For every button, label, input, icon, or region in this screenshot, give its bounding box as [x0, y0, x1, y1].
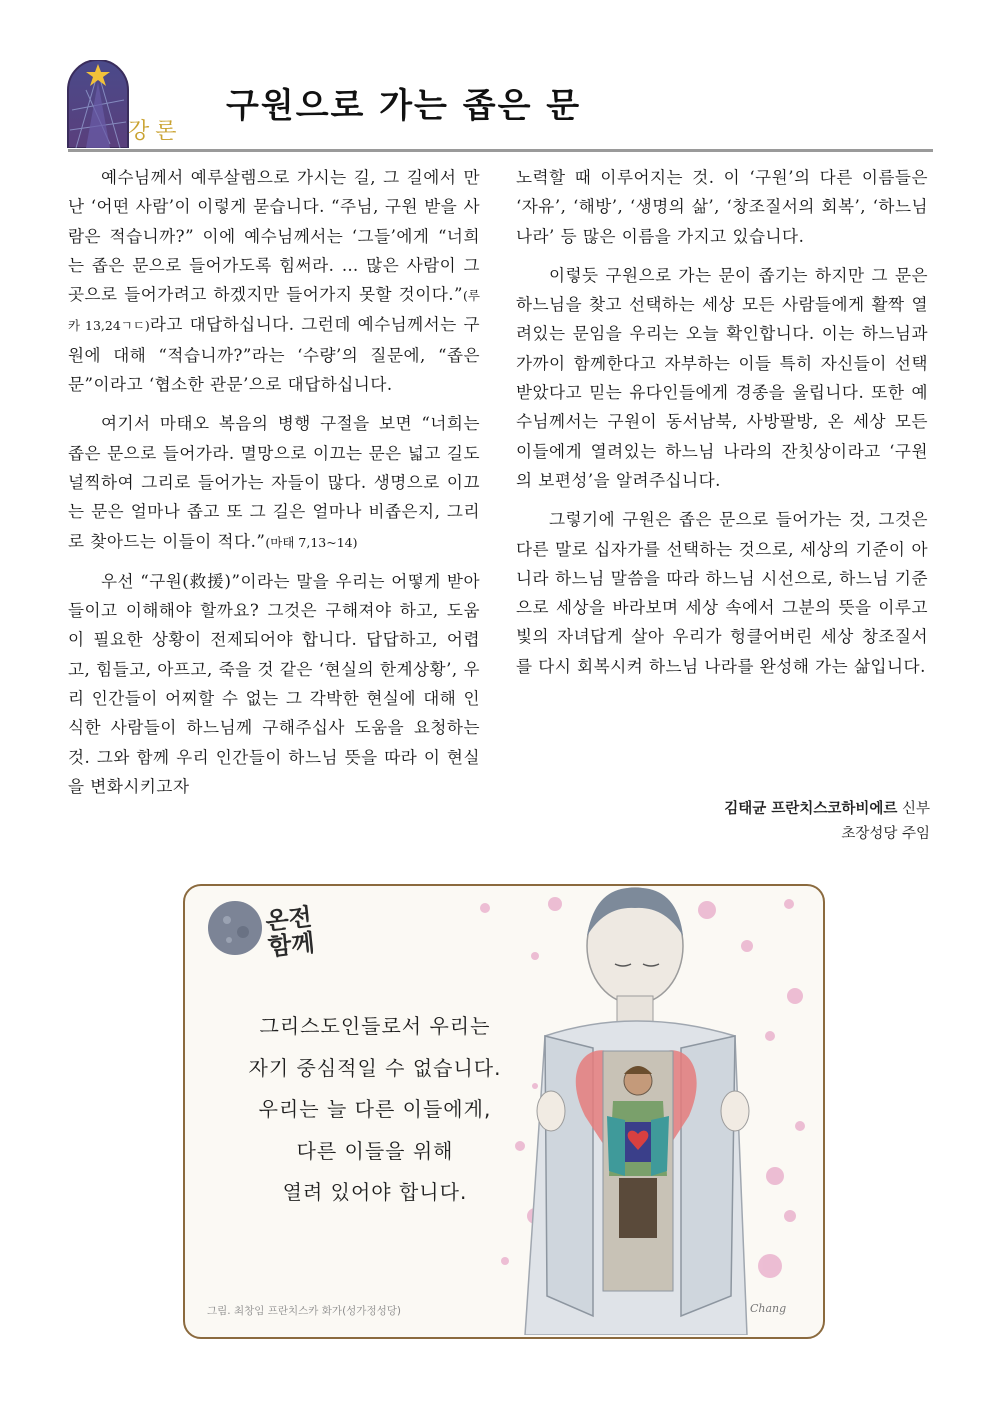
- paragraph: 우선 “구원(救援)”이라는 말을 우리는 어떻게 받아들이고 이해해야 할까요? 그것은 구해져야 하고, 도움이 필요한 상황이 전제되어야 합니다. 답답하고, 어렵고, 힘들고, 아프고, 죽을 것 같은 ‘현실의 한계상황’, 우리 인간들이 어찌할 수 없는 그 각박한 현실에 대해 인식한 사람들이 하느님께 구해주십사 도움을 요청하는 것. 그와 함께 우리 인간들이 하느님 뜻을 따라 이 현실을 변화시키고자: [68, 571, 480, 796]
- paragraph: 그렇기에 구원은 좁은 문으로 들어가는 것, 그것은 다른 말로 십자가를 선택하는 것으로, 세상의 기준이 아니라 하느님 말씀을 따라 하느님 시선으로, 하느님 기준으로 세상을 바라보며 세상 속에서 그분의 뜻을 이루고 빛의 자녀답게 살아 우리가 헝클어버린 세상 창조질서를 다시 회복시켜 하느님 나라를 완성해 가는 삶입니다.: [516, 510, 928, 676]
- illustration-credit: 그림. 최창임 프란치스카 화가(성가정성당): [207, 1305, 401, 1317]
- page-title: 구원으로 가는 좁은 문: [226, 86, 582, 126]
- quote-line: 자기 중심적일 수 없습니다.: [248, 1055, 502, 1080]
- article-right-column: [516, 163, 928, 691]
- bible-reference: (루카 13,24ㄱㄷ): [68, 288, 480, 334]
- author-title: 신부: [897, 801, 930, 817]
- section-label: 강론: [128, 119, 183, 144]
- card-logo-text: 온전 함께: [264, 902, 316, 962]
- person-opening-heart-illustration: [485, 886, 821, 1335]
- article-left-column: [68, 163, 480, 811]
- title-divider: [68, 149, 933, 152]
- paragraph: 이렇듯 구원으로 가는 문이 좁기는 하지만 그 문은 하느님을 찾고 선택하는 세상 모든 사람들에게 활짝 열려있는 문임을 우리는 오늘 확인합니다. 이는 하느님과 가까이 함께한다고 자부하는 이들 특히 자신들이 선택받았다고 믿는 유다인들에게 경종을 울립니다. 또한 예수님께서는 구원이 동서남북, 사방팔방, 온 세상 모든 이들에게 열려있는 하느님 나라의 잔칫상이라고 ‘구원의 보편성’을 알려주십니다.: [516, 265, 928, 490]
- paragraph: 노력할 때 이루어지는 것. 이 ‘구원’의 다른 이름들은 ‘자유’, ‘해방’, ‘생명의 삶’, ‘창조질서의 회복’, ‘하느님 나라’ 등 많은 이름을 가지고 있습니다.: [516, 168, 928, 246]
- quote-line: 열려 있어야 합니다.: [282, 1180, 468, 1204]
- quote-line: 다른 이들을 위해: [296, 1138, 454, 1163]
- author-role: 초장성당 주임: [841, 826, 930, 842]
- quote-line: 우리는 늘 다른 이들에게,: [258, 1097, 492, 1121]
- paragraph: 여기서 마태오 복음의 병행 구절을 보면 “너희는 좁은 문으로 들어가라. 멸망으로 이끄는 문은 넓고 길도 널찍하여 그리로 들어가는 자들이 많다. 생명으로 이끄는 문은 얼마나 좁고 또 그 길은 얼마나 비좁은지, 그리로 찾아드는 이들이 적다.”(마태 7,13~14): [68, 414, 480, 551]
- quote-line: 그리스도인들로서 우리는: [259, 1014, 491, 1038]
- stained-glass-logo-icon: [66, 60, 130, 148]
- card-quote: [225, 1006, 525, 1214]
- illustration-card: [183, 884, 825, 1339]
- artist-signature: Chang: [750, 1302, 787, 1315]
- page-header: [66, 58, 934, 154]
- bible-reference: (마태 7,13~14): [265, 534, 358, 550]
- card-logo: [205, 894, 315, 966]
- author-name: 김태균 프란치스코하비에르: [724, 801, 898, 817]
- author-signature: [600, 797, 930, 847]
- paragraph: 예수님께서 예루살렘으로 가시는 길, 그 길에서 만난 ‘어떤 사람’이 이렇게 묻습니다. “주님, 구원 받을 사람은 적습니까?” 이에 예수님께서는 ‘그들’에게 “너희는 좁은 문으로 들어가도록 힘써라. … 많은 사람이 그곳으로 들어가려고 하겠지만 들어가지 못할 것이다.”(루카 13,24ㄱㄷ)라고 대답하십니다. 그런데 예수님께서는 구원에 대해 “적습니까?”라는 ‘수량’의 질문에, “좁은 문”이라고 ‘협소한 관문’으로 대답하십니다.: [68, 168, 480, 395]
